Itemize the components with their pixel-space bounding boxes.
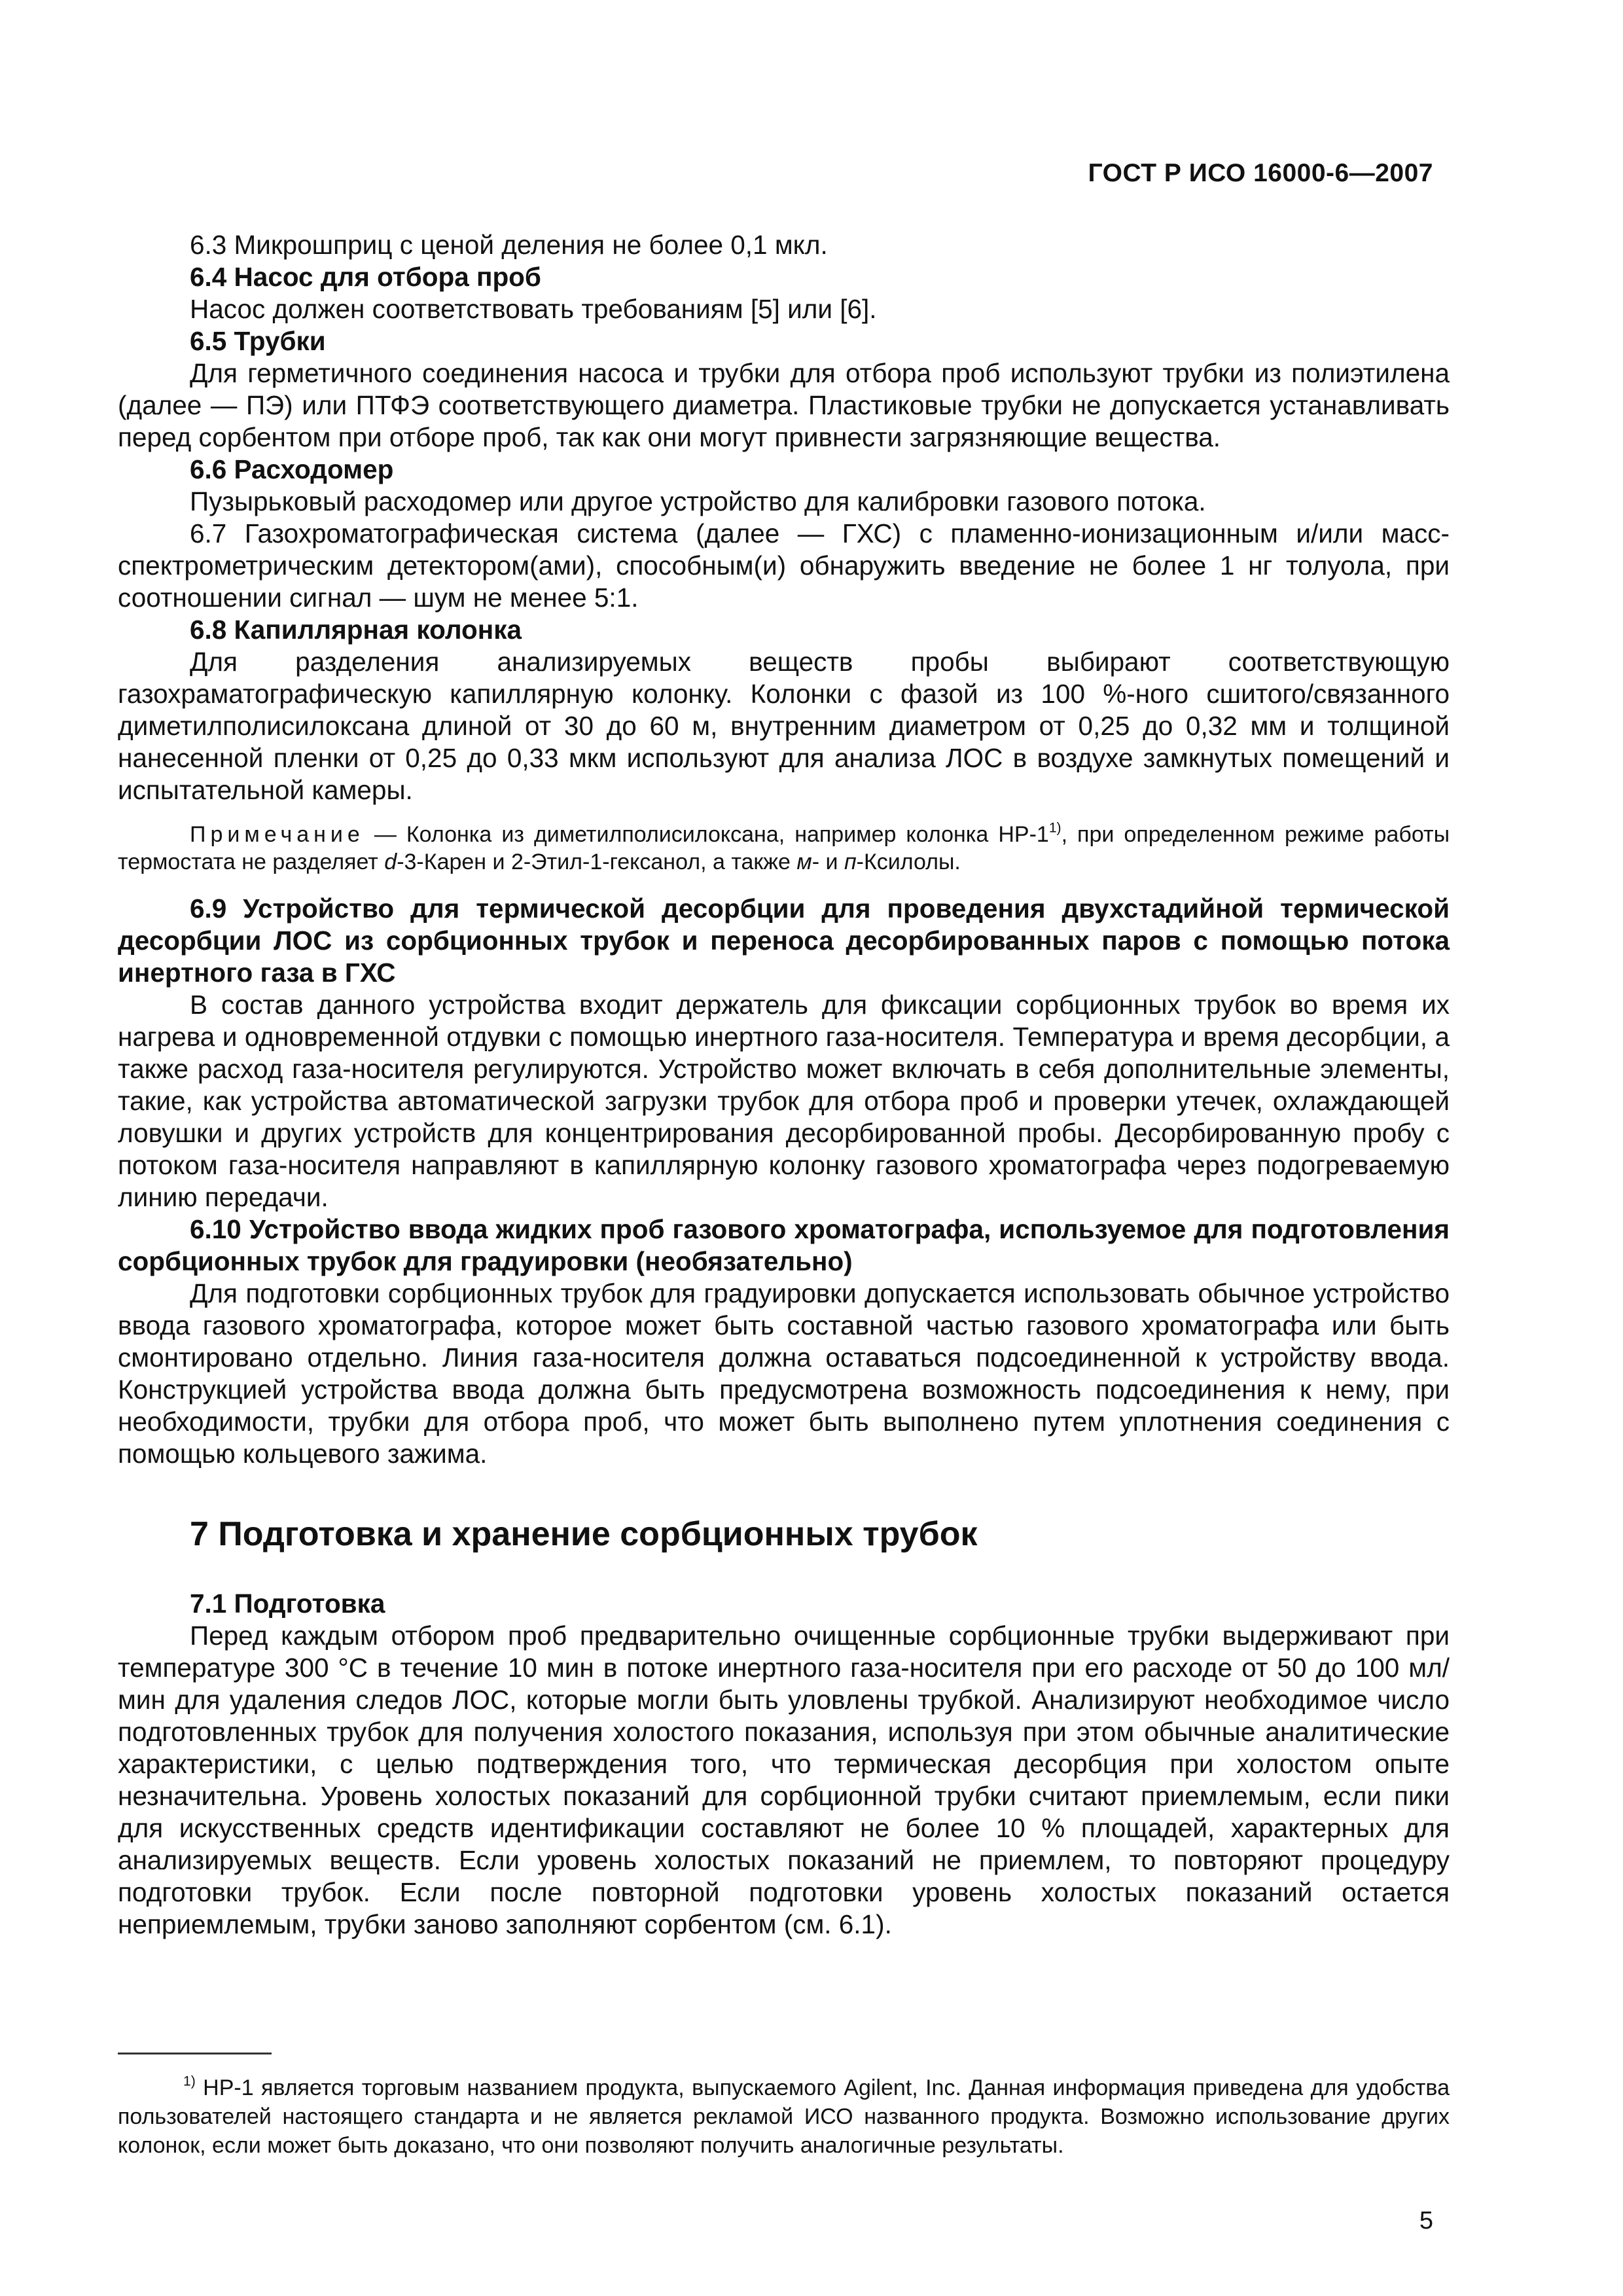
note-italic-m: м (796, 850, 812, 874)
clause-6-5-text: Для герметичного соединения насоса и трубки для отбора проб используют трубки из полиэтилена (далее — ПЭ) или ПТФЭ соответствующего диаметра. Пластиковые трубки не допускается устанавливать перед сорбентом при отборе проб, так как они могут привнести загрязняющие вещества. (118, 358, 1450, 452)
clause-6-6-text: Пузырьковый расходомер или другое устройство для калибровки газового потока. (190, 486, 1206, 516)
clause-6-5-title: 6.5 Трубки (190, 326, 326, 356)
note-text-3: -3-Карен и 2-Этил-1-гексанол, а также (397, 850, 797, 874)
clause-6-10-text: Для подготовки сорбционных трубок для градуировки допускается использовать обычное устройство ввода газового хроматографа, которое может быть составной частью газового хроматографа или быть смонтировано отдельно. Линия газа-носителя должна оставаться подсоединенной к устройству ввода. Конструкцией устройства ввода должна быть предусмотрена возможность подсоединения к нему, при необходимости, трубки для отбора проб, что может быть выполнено путем уплотнения соединения с помощью кольцевого зажима. (118, 1278, 1450, 1469)
clause-6-8-text: Для разделения анализируемых веществ пробы выбирают соответствующую газохраматографическую капиллярную колонку. Колонки с фазой из 100 %-ного сшитого/связанного диметилполисилоксана длиной от 30 до 60 м, внутренним диаметром от 0,25 до 0,32 мм и толщиной нанесенной пленки от 0,25 до 0,33 мкм используют для анализа ЛОС в воздухе замкнутых помещений и испытательной камеры. (118, 647, 1450, 805)
page-body (118, 229, 1450, 1941)
clause-7-1-title: 7.1 Подготовка (190, 1588, 385, 1619)
footnote-reference: 1) (1048, 820, 1061, 836)
clause-7-1-text: Перед каждым отбором проб предварительно очищенные сорбционные трубки выдерживают при температуре 300 °С в течение 10 мин в потоке инертного газа-носителя при его расходе от 50 до 100 мл/мин для удаления следов ЛОС, которые могли быть уловлены трубкой. Анализируют необходимое число подготовленных трубок для получения холостого показания, используя при этом обычные аналитические характеристики, с целью подтверждения того, что термическая десорбция при холостом опыте незначительна. Уровень холостых показаний для сорбционной трубки считают приемлемым, если пики для искусственных средств идентификации составляют не более 10 % площадей, характерных для анализируемых веществ. Если уровень холостых показаний не приемлем, то повторяют процедуру подготовки трубок. Если после повторной подготовки уровень холостых показаний остается неприемлемым, трубки заново заполняют сорбентом (см. 6.1). (118, 1621, 1450, 1939)
note-paragraph (118, 821, 1450, 876)
footnote (118, 2073, 1450, 2160)
clause-6-8-title: 6.8 Капиллярная колонка (190, 615, 522, 645)
clause-6-4-text: Насос должен соответствовать требованиям [5] или [6]. (190, 294, 877, 324)
clause-6-4-title: 6.4 Насос для отбора проб (190, 262, 541, 292)
page-number: 5 (1419, 2207, 1433, 2234)
clause-6-10-title: 6.10 Устройство ввода жидких проб газового хроматографа, используемое для подготовления сорбционных трубок для градуировки (необязательно) (118, 1214, 1450, 1276)
clause-6-6-title: 6.6 Расходомер (190, 454, 394, 484)
footnote-marker: 1) (183, 2073, 196, 2089)
footnote-text: НР-1 является торговым названием продукта, выпускаемого Agilent, Inc. Данная информация приведена для удобства пользователей настоящего стандарта и не является рекламой ИСО названного продукта. Возможно использование других колонок, если может быть доказано, что они позволяют получить аналогичные результаты. (118, 2075, 1450, 2158)
note-italic-d: d (384, 850, 397, 874)
clause-6-3: 6.3 Микрошприц с ценой деления не более 0,1 мкл. (190, 230, 828, 260)
note-italic-p: п (844, 850, 857, 874)
note-text-5: -Ксилолы. (856, 850, 961, 874)
clause-6-9-text: В состав данного устройства входит держатель для фиксации сорбционных трубок во время их нагрева и одновременной отдувки с помощью инертного газа-носителя. Температура и время десорбции, а также расход газа-носителя регулируются. Устройство может включать в себя дополнительные элементы, такие, как устройства автоматической загрузки трубок для отбора проб и проверки утечек, охлаждающей ловушки и других устройств для концентрирования десорбированной пробы. Десорбированную пробу с потоком газа-носителя направляют в капиллярную колонку газового хроматографа через подогреваемую линию передачи. (118, 990, 1450, 1212)
clause-6-9-title: 6.9 Устройство для термической десорбции для проведения двухстадийной термической десорбции ЛОС из сорбционных трубок и переноса десорбированных паров с помощью потока инертного газа в ГХС (118, 893, 1450, 988)
note-text-1: — Колонка из диметилполисилоксана, например колонка НР-1 (364, 822, 1049, 847)
note-text-2: , при определенном режиме работы термостата не разделяет (118, 822, 1450, 874)
document-code-header: ГОСТ Р ИСО 16000-6—2007 (1088, 159, 1433, 187)
note-label: Примечание (190, 822, 365, 847)
clause-6-7: 6.7 Газохроматографическая система (далее — ГХС) с пламенно-ионизационным и/или масс-спектрометрическим детектором(ами), способным(и) обнаружить введение не более 1 нг толуола, при соотношении сигнал — шум не менее 5:1. (118, 518, 1450, 613)
footnote-divider (118, 2053, 272, 2054)
section-7-heading: 7 Подготовка и хранение сорбционных трубок (190, 1515, 978, 1553)
note-text-4: - и (812, 850, 844, 874)
